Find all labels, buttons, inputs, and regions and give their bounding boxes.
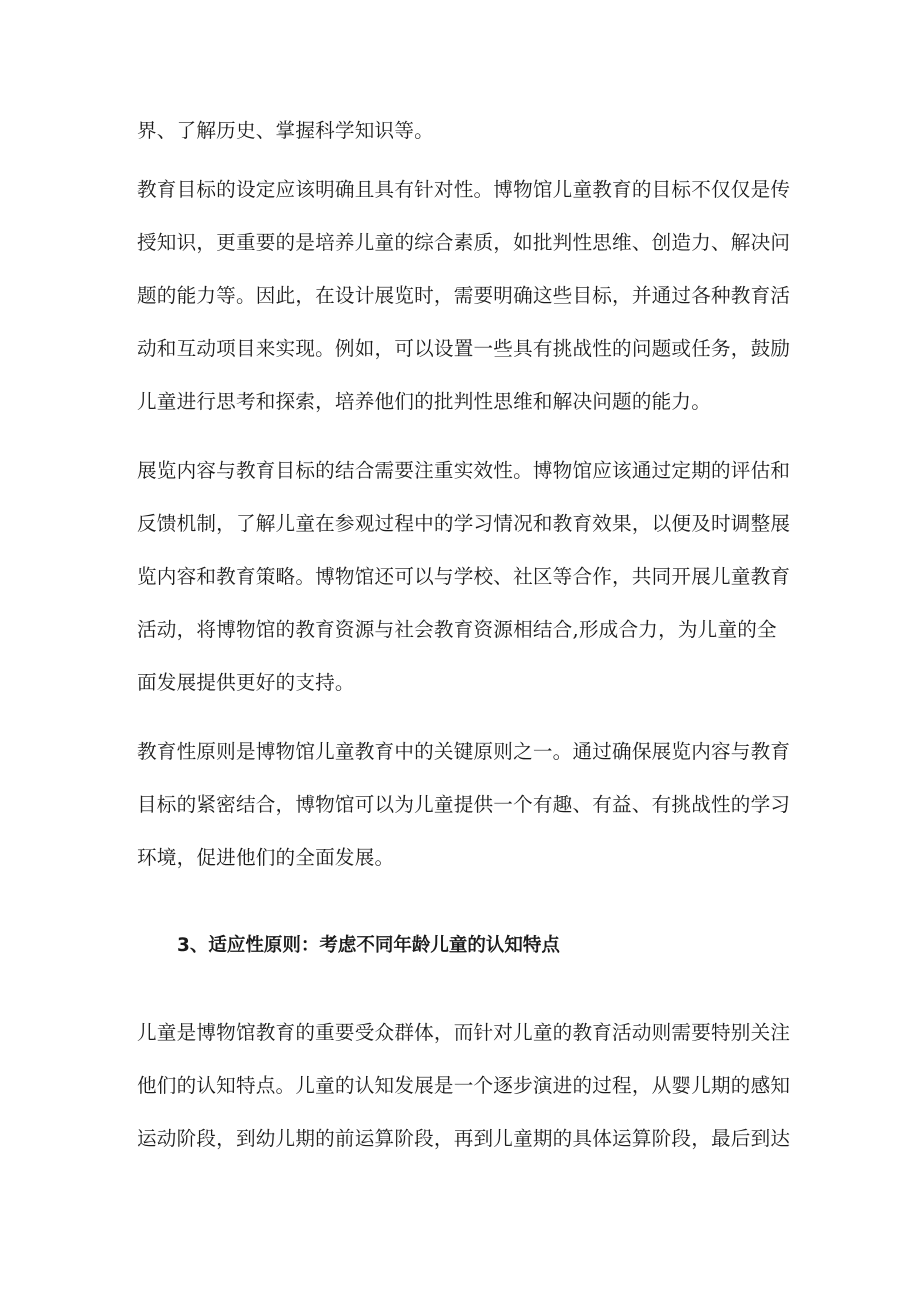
paragraph-line: 教育目标的设定应该明确且具有针对性。博物馆儿童教育的目标不仅仅是传 [137, 178, 791, 201]
section-heading: 3、适应性原则：考虑不同年龄儿童的认知特点 [177, 935, 560, 956]
paragraph-line: 授知识，更重要的是培养儿童的综合素质，如批判性思维、创造力、解决问 [137, 231, 791, 254]
paragraph-line: 目标的紧密结合，博物馆可以为儿童提供一个有趣、有益、有挑战性的学习 [137, 793, 791, 816]
paragraph-line: 环境，促进他们的全面发展。 [137, 846, 395, 869]
paragraph-line: 展览内容与教育目标的结合需要注重实效性。博物馆应该通过定期的评估和 [137, 459, 791, 482]
paragraph-line: 反馈机制，了解儿童在参观过程中的学习情况和教育效果，以便及时调整展 [137, 512, 791, 535]
paragraph-line: 活动，将博物馆的教育资源与社会教育资源相结合,形成合力，为儿童的全 [137, 618, 777, 641]
paragraph-line: 界、了解历史、掌握科学知识等。 [137, 119, 434, 142]
paragraph-line: 儿童是博物馆教育的重要受众群体，而针对儿童的教育活动则需要特别关注 [137, 1021, 791, 1044]
paragraph-line: 他们的认知特点。儿童的认知发展是一个逐步演进的过程，从婴儿期的感知 [137, 1074, 791, 1097]
paragraph-line: 览内容和教育策略。博物馆还可以与学校、社区等合作，共同开展儿童教育 [137, 565, 791, 588]
paragraph-line: 动和互动项目来实现。例如，可以设置一些具有挑战性的问题或任务，鼓励 [137, 337, 791, 360]
paragraph-line: 运动阶段，到幼儿期的前运算阶段，再到儿童期的具体运算阶段，最后到达 [137, 1127, 791, 1150]
paragraph-line: 教育性原则是博物馆儿童教育中的关键原则之一。通过确保展览内容与教育 [137, 740, 791, 763]
paragraph-line: 面发展提供更好的支持。 [137, 671, 355, 694]
paragraph-line: 题的能力等。因此，在设计展览时，需要明确这些目标，并通过各种教育活 [137, 284, 791, 307]
paragraph-line: 儿童进行思考和探索，培养他们的批判性思维和解决问题的能力。 [137, 390, 712, 413]
